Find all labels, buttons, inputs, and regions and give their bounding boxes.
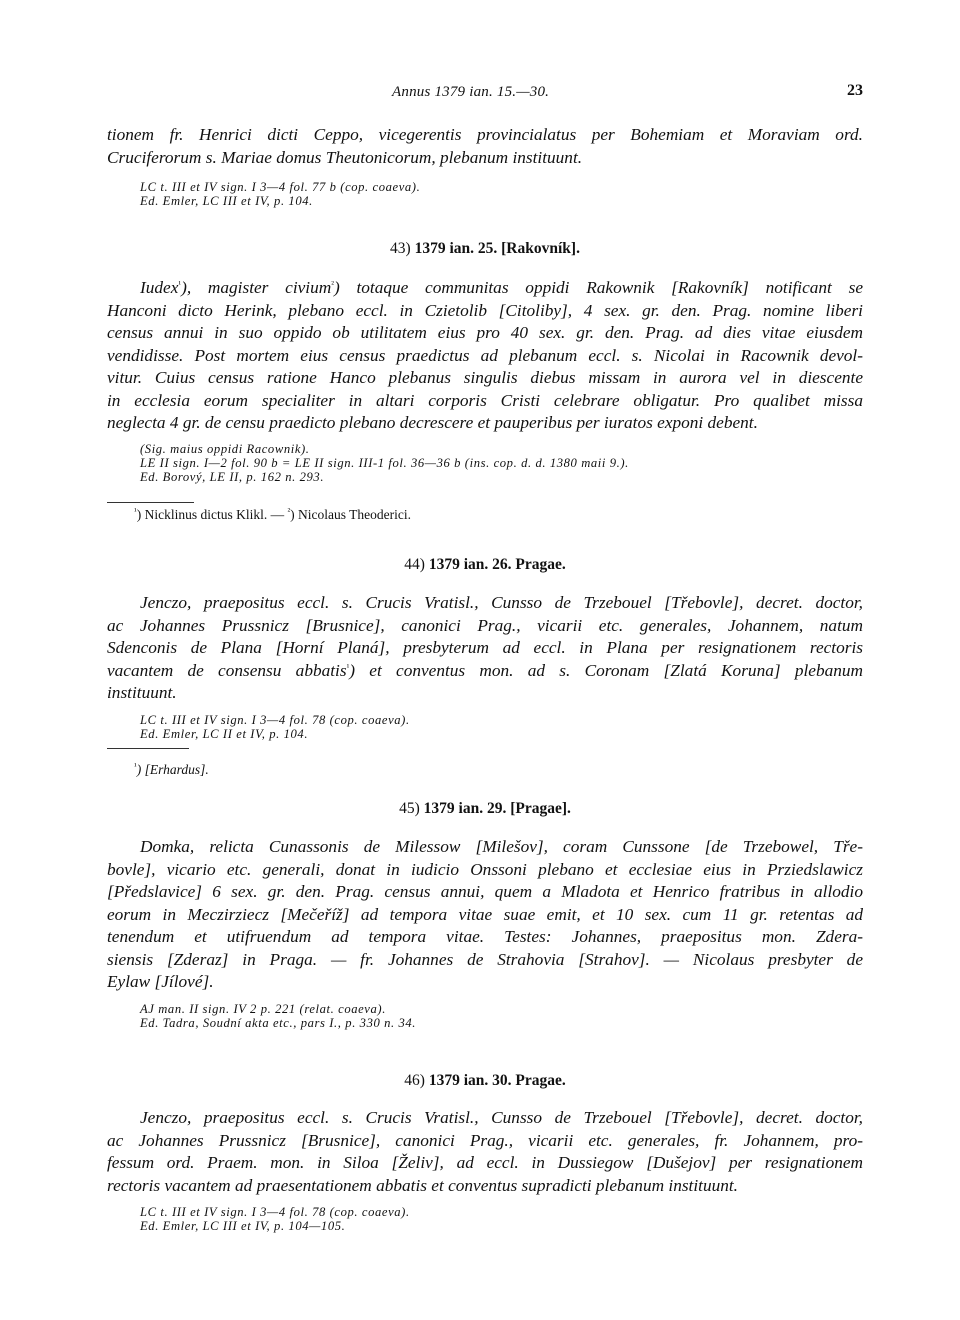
- text-line: rectoris vacantem ad praesentationem abbatis et conventus supradicti plebanum instituunt.: [107, 1175, 739, 1195]
- running-title: Annus 1379 ian. 15.—30.: [392, 84, 550, 100]
- source-line: (Sig. maius oppidi Racownik).: [140, 442, 310, 456]
- entry-paragraph: [107, 277, 863, 435]
- page-number: 23: [847, 82, 863, 99]
- source-line: LC t. III et IV sign. I 3—4 fol. 78 (cop. coaeva).: [140, 1205, 410, 1219]
- source-line: LC t. III et IV sign. I 3—4 fol. 77 b (cop. coaeva).: [140, 180, 421, 194]
- entry-number: 43): [390, 240, 411, 257]
- text-line: vitur. Cuius census ratione Hanco plebanus singulis diebus missam in aurora vel in diescente: [107, 368, 863, 387]
- entry-number: 44): [404, 556, 425, 573]
- text-line: fessum ord. Praem. mon. in Siloa [Želiv], ad eccl. in Dussiegow [Dušejov] per resignationem: [107, 1153, 863, 1172]
- entry-source: [140, 713, 410, 741]
- text-line: ac Johannes Prussnicz [Brusnice], canonici Prag., vicarii etc. generales, Johannem, natum: [107, 615, 863, 635]
- text-line: vendidisse. Post mortem eius census praedictus ad plebanum eccl. s. Nicolai in Racownik devol-: [107, 345, 863, 365]
- text-line: Iudex$^{^1}$), magister civium$^{^2}$) totaque communitas oppidi Rakownik [Rakovník] notificant se: [140, 278, 863, 297]
- text-line: Jenczo, praepositus eccl. s. Crucis Vratisl., Cunsso de Trzebouel [Třebovle], decret. doctor,: [140, 593, 863, 612]
- entry-heading: [107, 556, 863, 574]
- footnote-rule: [107, 748, 189, 749]
- text-line: vacantem de consensu abbatis$^{^1}$) et conventus mon. ad s. Coronam [Zlatá Koruna] plebanum: [107, 660, 863, 680]
- text-line: neglecta 4 gr. de censu praedicto plebano decrescere et pauperibus per iuratos exponi debent.: [107, 413, 758, 432]
- source-line: Ed. Emler, LC II et IV, p. 104.: [140, 727, 309, 741]
- text-line: ac Johannes Prussnicz [Brusnice], canonici Prag., vicarii etc. generales, fr. Johannem, pro-: [107, 1130, 863, 1150]
- intro-source: [140, 180, 420, 208]
- text-line: Eylaw [Jílové].: [107, 972, 214, 991]
- text-line: instituunt.: [107, 683, 177, 702]
- text-line: eorum in Meczirziecz [Mečeříž] ad tempora vitae suae emit, et 10 sex. cum 11 gr. retentas ad: [107, 904, 863, 924]
- entry-heading: [107, 240, 863, 258]
- source-line: Ed. Tadra, Soudní akta etc., pars I., p. 330 n. 34.: [140, 1016, 417, 1030]
- entry-source: [140, 442, 629, 484]
- entry-source: [140, 1002, 416, 1030]
- source-line: LC t. III et IV sign. I 3—4 fol. 78 (cop. coaeva).: [140, 713, 410, 727]
- text-line: Hanconi dicto Herink, plebano eccl. in Czietolib [Citoliby], 4 sex. gr. den. Prag. nomine liberi: [107, 300, 863, 320]
- entry-source: [140, 1205, 410, 1233]
- text-line: siensis [Zderaz] in Praga. — fr. Johannes de Strahovia [Strahov]. — Nicolaus presbyter de: [107, 949, 863, 969]
- footnote: $^{^1}$) Nicklinus dictus Klikl. — $^{^2}$) Nicolaus Theoderici.: [134, 506, 411, 522]
- source-line: AJ man. II sign. IV 2 p. 221 (relat. coaeva).: [140, 1002, 386, 1016]
- source-line: Ed. Emler, LC III et IV, p. 104.: [140, 194, 313, 208]
- text-line: Domka, relicta Cunassonis de Milessow [Milešov], coram Cunssone [de Trzebowel, Tře-: [140, 837, 863, 856]
- source-line: LE II sign. I—2 fol. 90 b = LE II sign. III-1 fol. 36—36 b (ins. cop. d. d. 1380 maii 9.).: [140, 456, 629, 470]
- entry-date: 1379 ian. 26. Pragae.: [428, 556, 566, 573]
- entry-date: 1379 ian. 29. [Pragae].: [423, 800, 571, 817]
- intro-paragraph: [107, 124, 863, 169]
- entry-paragraph: [107, 592, 863, 705]
- source-line: Ed. Emler, LC III et IV, p. 104—105.: [140, 1219, 346, 1233]
- entry-paragraph: [107, 1107, 863, 1197]
- text-line: Cruciferorum s. Mariae domus Theutonicorum, plebanum instituunt.: [107, 147, 583, 167]
- text-line: [Předslavice] 6 sex. gr. den. Prag. census annui, quem a Mladota et Henrico fratribus in allodio: [107, 882, 863, 901]
- source-line: Ed. Borový, LE II, p. 162 n. 293.: [140, 470, 325, 484]
- footnote: $^{^1}$) [Erhardus].: [134, 761, 209, 777]
- entry-heading: [107, 1072, 863, 1090]
- text-line: Sdenconis de Plana [Horní Planá], presbyterum ad eccl. in Plana per resignationem rectoris: [107, 638, 863, 657]
- footnote-rule: [107, 502, 194, 503]
- entry-heading: [107, 800, 863, 818]
- entry-number: 46): [404, 1072, 425, 1089]
- text-line: Jenczo, praepositus eccl. s. Crucis Vratisl., Cunsso de Trzebouel [Třebovle], decret. doctor,: [140, 1108, 863, 1127]
- text-line: tionem fr. Henrici dicti Ceppo, vicegerentis provincialatus per Bohemiam et Moraviam ord.: [107, 125, 863, 144]
- running-head: [107, 84, 863, 106]
- entry-paragraph: [107, 836, 863, 994]
- text-line: tenendum et utifruendum ad tempora vitae. Testes: Johannes, praepositus mon. Zdera-: [107, 927, 863, 946]
- text-line: bovle], vicario etc. generali, donat in iudicio Onssoni plebano et ecclesiae eius in Prziedslawicz: [107, 859, 863, 879]
- text-line: census annui in suo oppido ob utilitatem eius pro 40 sex. gr. den. Prag. ad dies vitae eiusdem: [107, 323, 863, 342]
- entry-date: 1379 ian. 30. Pragae.: [428, 1072, 566, 1089]
- entry-date: 1379 ian. 25. [Rakovník].: [414, 240, 580, 257]
- entry-number: 45): [399, 800, 420, 817]
- text-line: in ecclesia eorum specialiter in altari corporis Cristi celebrare obligatur. Pro qualibet missa: [107, 390, 863, 410]
